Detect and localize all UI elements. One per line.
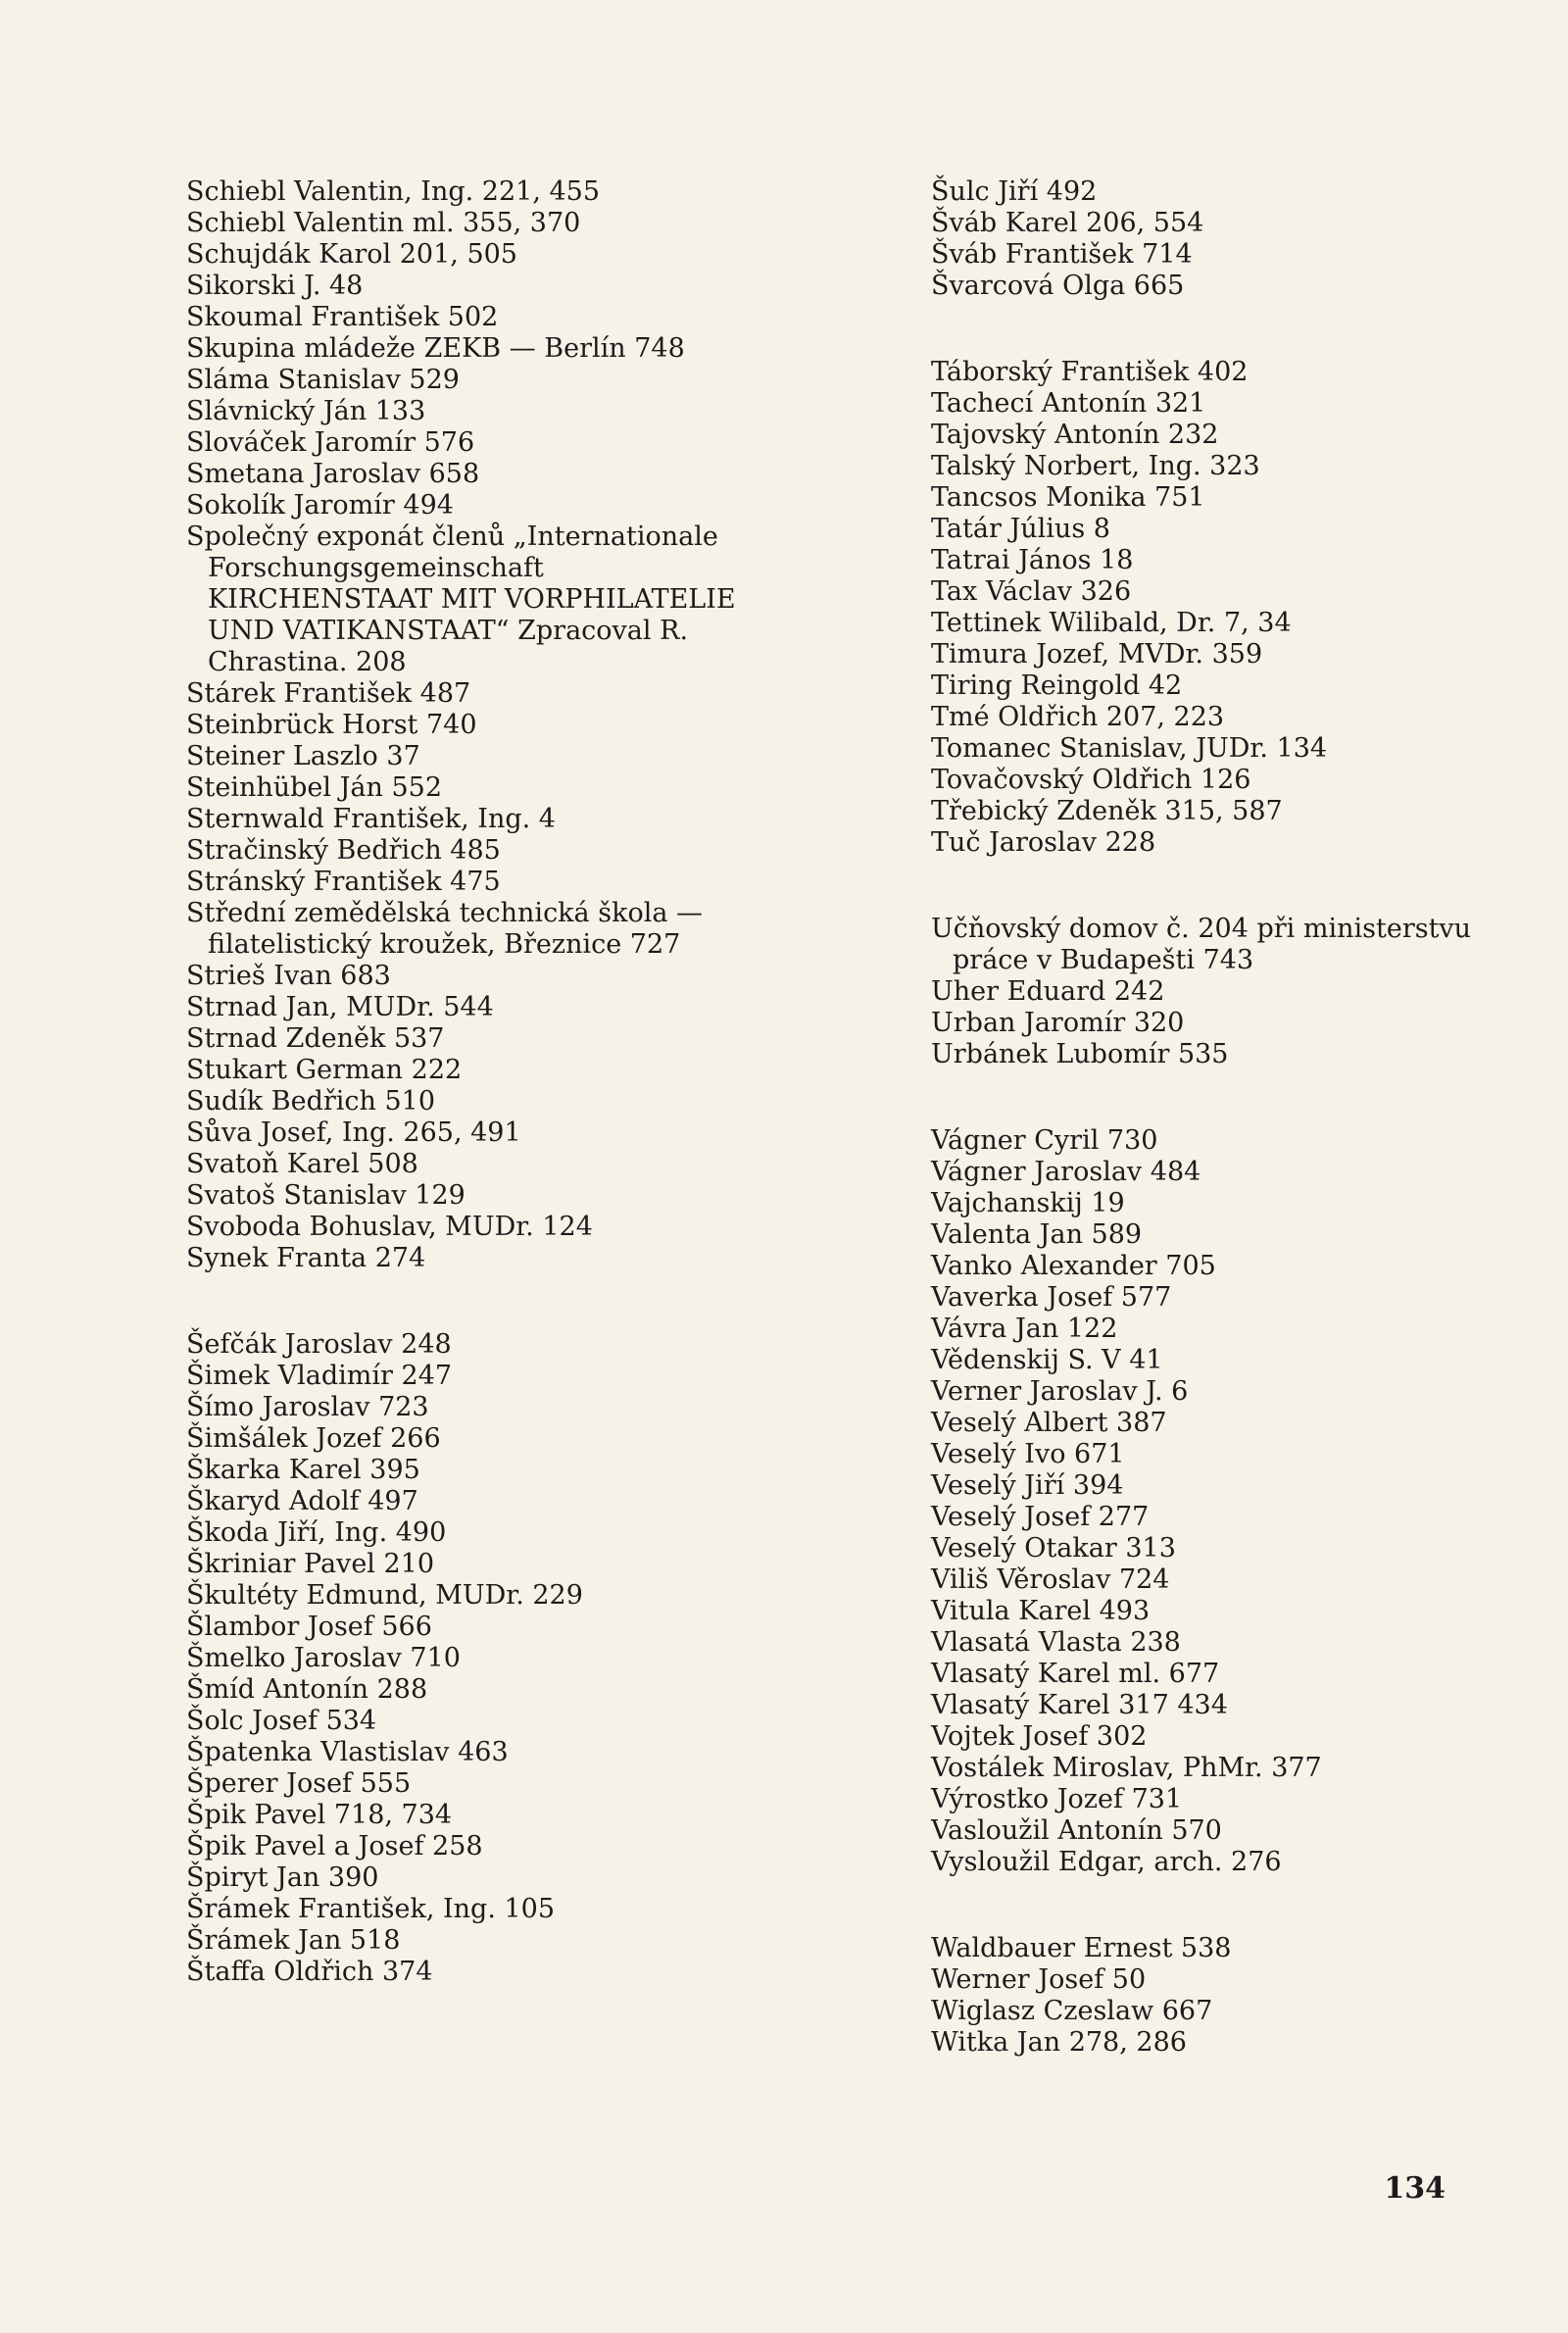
index-entry: Talský Norbert, Ing. 323 [931, 451, 1260, 481]
index-entry: Vysloužil Edgar, arch. 276 [931, 1847, 1282, 1877]
index-entry: Sokolík Jaromír 494 [186, 490, 454, 521]
index-entry: Výrostko Jozef 731 [931, 1784, 1183, 1814]
index-entry: Waldbauer Ernest 538 [931, 1933, 1232, 1963]
index-entry: Šimek Vladimír 247 [186, 1361, 453, 1391]
index-entry: Tuč Jaroslav 228 [931, 827, 1156, 858]
index-entry: Šmelko Jaroslav 710 [186, 1643, 461, 1673]
index-entry: Witka Jan 278, 286 [931, 2027, 1187, 2058]
index-entry: Šmíd Antonín 288 [186, 1674, 428, 1705]
index-entry: Šperer Josef 555 [186, 1768, 412, 1799]
group-separator [931, 1070, 1480, 1125]
index-entry: Tancsos Monika 751 [931, 482, 1205, 513]
index-entry: Urbánek Lubomír 535 [931, 1039, 1229, 1069]
index-entry: Tettinek Wilibald, Dr. 7, 34 [931, 608, 1292, 638]
index-entry: Vlasatá Vlasta 238 [931, 1627, 1181, 1658]
index-entry: Veselý Josef 277 [931, 1502, 1150, 1532]
index-entry: Šváb František 714 [931, 239, 1193, 270]
index-entry: Špik Pavel a Josef 258 [186, 1831, 483, 1861]
index-entry: Slávnický Ján 133 [186, 396, 426, 426]
index-entry: Strnad Zdeněk 537 [186, 1023, 445, 1054]
index-entry: Sudík Bedřich 510 [186, 1086, 436, 1117]
index-entry: Sláma Stanislav 529 [186, 365, 460, 395]
index-entry: Svatoš Stanislav 129 [186, 1180, 466, 1211]
index-entry: Šlambor Josef 566 [186, 1612, 432, 1642]
index-entry: Strnad Jan, MUDr. 544 [186, 992, 494, 1022]
group-separator [931, 859, 1480, 914]
group-separator [186, 1274, 745, 1329]
index-entry: Verner Jaroslav J. 6 [931, 1376, 1189, 1407]
index-entry: Šolc Josef 534 [186, 1706, 377, 1736]
index-entry: Tajovský Antonín 232 [931, 420, 1219, 450]
index-column-right [931, 176, 1480, 2059]
index-entry: Šímo Jaroslav 723 [186, 1392, 429, 1422]
index-entry: Špiryt Jan 390 [186, 1862, 379, 1893]
index-entry: Valenta Jan 589 [931, 1219, 1143, 1250]
index-entry: Vágner Cyril 730 [931, 1125, 1158, 1156]
index-entry: Slováček Jaromír 576 [186, 427, 475, 458]
index-entry: Učňovský domov č. 204 při ministerstvu práce v Budapešti 743 [931, 914, 1472, 975]
index-column-left [186, 176, 745, 1988]
index-entry: Vostálek Miroslav, PhMr. 377 [931, 1753, 1322, 1783]
index-entry: Škriniar Pavel 210 [186, 1549, 435, 1579]
index-entry: Společný exponát členů „Internationale Forschungsgemeinschaft KIRCHENSTAAT MIT VORPHILATELIE UND VATIKANSTAAT“ Zpracoval R. Chrastina. 208 [186, 521, 736, 677]
index-entry: Stračinský Bedřich 485 [186, 835, 501, 866]
index-entry: Veselý Ivo 671 [931, 1439, 1125, 1469]
index-entry: Timura Jozef, MVDr. 359 [931, 639, 1263, 670]
index-entry: Veselý Otakar 313 [931, 1533, 1176, 1564]
index-entry: Špatenka Vlastislav 463 [186, 1737, 509, 1767]
index-entry: Vajchanskij 19 [931, 1188, 1125, 1218]
index-entry: Steinbrück Horst 740 [186, 710, 477, 740]
index-entry: Šefčák Jaroslav 248 [186, 1329, 452, 1360]
index-entry: Veselý Albert 387 [931, 1408, 1167, 1438]
index-entry: Šváb Karel 206, 554 [931, 208, 1204, 238]
index-entry: Svatoň Karel 508 [186, 1149, 418, 1179]
index-entry: Tiring Reingold 42 [931, 670, 1183, 701]
index-entry: Uher Eduard 242 [931, 976, 1165, 1007]
index-entry: Špik Pavel 718, 734 [186, 1800, 453, 1830]
index-entry: Táborský František 402 [931, 357, 1249, 387]
group-separator [931, 302, 1480, 357]
index-entry: Stukart German 222 [186, 1055, 463, 1085]
index-entry: Smetana Jaroslav 658 [186, 459, 480, 489]
index-entry: Skupina mládeže ZEKB — Berlín 748 [186, 333, 685, 364]
index-entry: Schujdák Karol 201, 505 [186, 239, 517, 270]
index-entry: Strieš Ivan 683 [186, 961, 391, 991]
index-entry: Vlasatý Karel ml. 677 [931, 1659, 1220, 1689]
index-entry: Tomanec Stanislav, JUDr. 134 [931, 733, 1328, 764]
index-entry: Škoda Jiří, Ing. 490 [186, 1517, 447, 1548]
index-entry: Svoboda Bohuslav, MUDr. 124 [186, 1212, 593, 1242]
index-entry: Sternwald František, Ing. 4 [186, 804, 556, 834]
index-entry: Vasloužil Antonín 570 [931, 1815, 1222, 1846]
index-entry: Skoumal František 502 [186, 302, 499, 332]
index-entry: Tovačovský Oldřich 126 [931, 765, 1251, 795]
index-entry: Synek Franta 274 [186, 1243, 426, 1273]
index-entry: Škaryd Adolf 497 [186, 1486, 418, 1516]
index-entry: Tmé Oldřich 207, 223 [931, 702, 1225, 732]
index-entry: Vojtek Josef 302 [931, 1721, 1148, 1752]
index-entry: Sůva Josef, Ing. 265, 491 [186, 1117, 521, 1148]
index-entry: Schiebl Valentin, Ing. 221, 455 [186, 176, 601, 207]
index-entry: Škultéty Edmund, MUDr. 229 [186, 1580, 583, 1611]
index-entry: Tax Václav 326 [931, 576, 1132, 607]
index-entry: Švarcová Olga 665 [931, 271, 1185, 301]
index-entry: Střední zemědělská technická škola — filatelistický kroužek, Březnice 727 [186, 898, 704, 960]
index-entry: Steiner Laszlo 37 [186, 741, 420, 771]
page-number: 134 [1384, 2171, 1446, 2206]
index-entry: Veselý Jiří 394 [931, 1470, 1124, 1501]
index-entry: Urban Jaromír 320 [931, 1008, 1185, 1038]
index-entry: Vanko Alexander 705 [931, 1251, 1216, 1281]
index-entry: Tachecí Antonín 321 [931, 388, 1206, 419]
index-entry: Tatrai János 18 [931, 545, 1134, 575]
index-entry: Šimšálek Jozef 266 [186, 1423, 441, 1454]
index-entry: Schiebl Valentin ml. 355, 370 [186, 208, 581, 238]
index-entry: Šulc Jiří 492 [931, 176, 1098, 207]
index-entry: Škarka Karel 395 [186, 1455, 420, 1485]
index-entry: Vědenskij S. V 41 [931, 1345, 1163, 1375]
index-entry: Vávra Jan 122 [931, 1314, 1118, 1344]
index-entry: Sikorski J. 48 [186, 271, 364, 301]
index-entry: Tatár Július 8 [931, 514, 1110, 544]
index-entry: Stránský František 475 [186, 867, 501, 897]
index-entry: Šrámek František, Ing. 105 [186, 1894, 556, 1924]
index-entry: Viliš Věroslav 724 [931, 1564, 1170, 1595]
index-entry: Stárek František 487 [186, 678, 471, 709]
index-entry: Vágner Jaroslav 484 [931, 1157, 1201, 1187]
index-entry: Steinhübel Ján 552 [186, 772, 443, 803]
index-entry: Štaffa Oldřich 374 [186, 1957, 433, 1987]
index-entry: Vaverka Josef 577 [931, 1282, 1172, 1313]
index-entry: Vlasatý Karel 317 434 [931, 1690, 1228, 1720]
group-separator [931, 1878, 1480, 1933]
index-entry: Vitula Karel 493 [931, 1596, 1151, 1626]
index-entry: Třebický Zdeněk 315, 587 [931, 796, 1283, 826]
index-entry: Šrámek Jan 518 [186, 1925, 401, 1956]
index-entry: Wiglasz Czeslaw 667 [931, 1996, 1213, 2026]
index-entry: Werner Josef 50 [931, 1964, 1147, 1995]
